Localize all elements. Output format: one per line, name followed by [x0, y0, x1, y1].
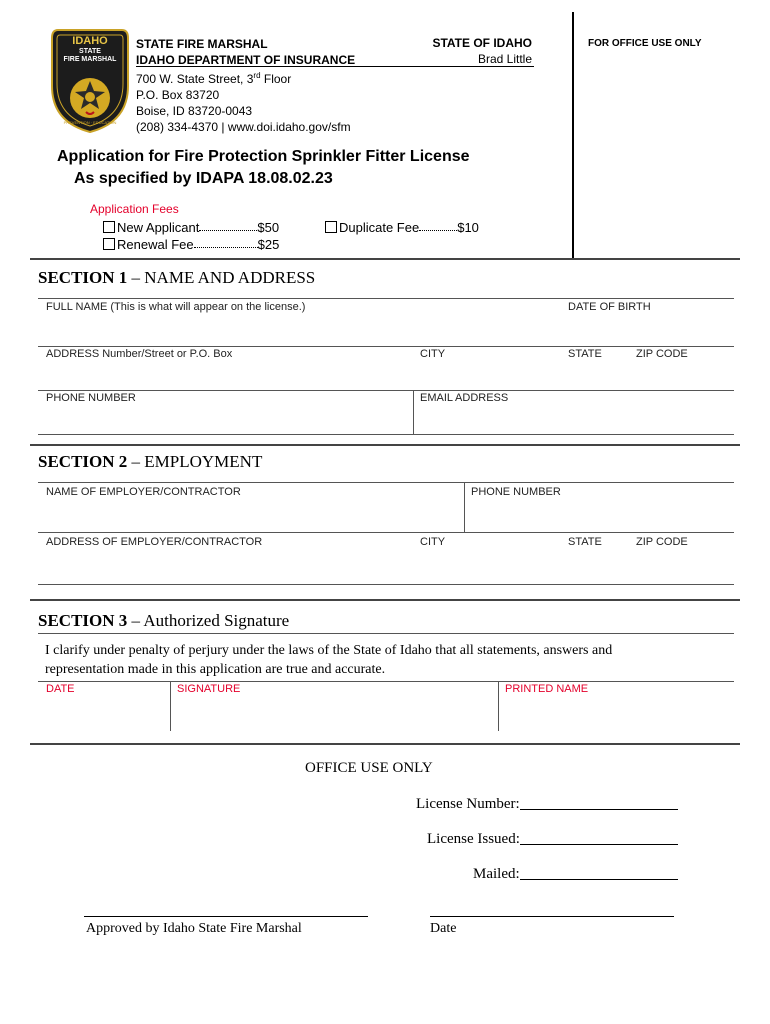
employer-city-label: CITY [420, 536, 446, 548]
signature-date-field[interactable] [40, 698, 166, 728]
section3-title-rule [38, 633, 734, 634]
section1-title: SECTION 1 – NAME AND ADDRESS [38, 268, 316, 287]
idaho-fire-marshal-logo [50, 26, 130, 134]
zip-code-field[interactable] [632, 362, 732, 388]
fee-new-applicant[interactable] [103, 220, 279, 235]
state-of-idaho: STATE OF IDAHO [432, 36, 532, 50]
new-applicant-label: New Applicant [117, 220, 200, 235]
section1-top-rule [30, 258, 740, 260]
signature-date-label: DATE [46, 683, 75, 695]
perjury-statement-line2: representation made in this application are true and accurate. [45, 662, 386, 677]
state-field[interactable] [564, 362, 632, 388]
signature-field[interactable] [174, 698, 494, 728]
full-name-field[interactable] [40, 316, 560, 344]
renewal-fee-checkbox[interactable] [103, 238, 115, 250]
city-field[interactable] [414, 362, 564, 388]
mailed-label: Mailed: [473, 866, 520, 882]
license-number-label: License Number: [416, 796, 520, 812]
approval-signature-line[interactable] [84, 916, 368, 917]
form-title: Application for Fire Protection Sprinkler Fitter License [57, 148, 470, 165]
logo-ring-text: PREVENTION · EDUCATION [63, 120, 117, 125]
date-of-birth-label: DATE OF BIRTH [568, 301, 651, 313]
employer-city-field[interactable] [414, 552, 564, 582]
employer-address-field[interactable] [40, 552, 410, 582]
approved-by-label: Approved by Idaho State Fire Marshal [86, 921, 302, 936]
department-name: IDAHO DEPARTMENT OF INSURANCE [136, 53, 356, 67]
license-issued-label: License Issued: [427, 831, 520, 847]
section3-top-rule [30, 599, 740, 601]
mailed-row [473, 866, 678, 883]
employer-state-field[interactable] [564, 552, 632, 582]
mailed-line[interactable] [520, 866, 678, 880]
phone-number-field[interactable] [40, 406, 410, 432]
header-rule [136, 66, 534, 67]
contact-info: (208) 334-4370 | www.doi.idaho.gov/sfm [136, 120, 351, 134]
phone-number-label: PHONE NUMBER [46, 392, 136, 404]
perjury-statement-line1: I clarify under penalty of perjury under the laws of the State of Idaho that all statements, answers and [45, 643, 613, 658]
license-number-line[interactable] [520, 796, 678, 810]
new-applicant-checkbox[interactable] [103, 221, 115, 233]
agency-block [136, 36, 355, 135]
renewal-fee-label: Renewal Fee [117, 237, 194, 252]
section2-title-rule [38, 482, 734, 483]
application-fees-heading: Application Fees [90, 202, 179, 216]
new-applicant-amount: $50 [257, 220, 280, 235]
approval-date-label: Date [430, 921, 457, 936]
duplicate-fee-label: Duplicate Fee [339, 220, 420, 235]
section3-title: SECTION 3 – Authorized Signature [38, 611, 290, 630]
license-number-row [416, 796, 678, 813]
po-box: P.O. Box 83720 [136, 88, 220, 102]
signature-label: SIGNATURE [177, 683, 241, 695]
date-of-birth-field[interactable] [562, 316, 732, 344]
email-address-label: EMAIL ADDRESS [420, 392, 509, 404]
office-use-heading: OFFICE USE ONLY [305, 760, 433, 776]
employer-phone-field[interactable] [467, 500, 732, 530]
full-name-label: FULL NAME (This is what will appear on the license.) [46, 301, 306, 313]
office-use-only-label: FOR OFFICE USE ONLY [588, 38, 702, 49]
street-address: 700 W. State Street, 3rd Floor [136, 71, 292, 86]
employer-phone-label: PHONE NUMBER [471, 486, 561, 498]
email-address-field[interactable] [416, 406, 732, 432]
renewal-fee-amount: $25 [257, 237, 280, 252]
office-use-divider [572, 12, 574, 258]
form-subtitle: As specified by IDAPA 18.08.02.23 [74, 170, 333, 187]
logo-text-idaho: IDAHO [72, 35, 108, 47]
city-state-zip: Boise, ID 83720-0043 [136, 104, 253, 118]
fee-duplicate[interactable] [325, 220, 479, 235]
section1-title-rule [38, 298, 734, 299]
approval-date-line[interactable] [430, 916, 674, 917]
license-issued-row [427, 831, 678, 848]
employer-zip-label: ZIP CODE [636, 536, 688, 548]
employer-name-field[interactable] [40, 500, 460, 530]
employer-address-label: ADDRESS OF EMPLOYER/CONTRACTOR [46, 536, 263, 548]
section2-title: SECTION 2 – EMPLOYMENT [38, 452, 263, 471]
license-issued-line[interactable] [520, 831, 678, 845]
logo-text-fire-marshal: FIRE MARSHAL [63, 56, 117, 63]
employer-name-label: NAME OF EMPLOYER/CONTRACTOR [46, 486, 241, 498]
agency-name: STATE FIRE MARSHAL [136, 37, 268, 51]
printed-name-label: PRINTED NAME [505, 683, 589, 695]
employer-zip-field[interactable] [632, 552, 732, 582]
section2-top-rule [30, 444, 740, 446]
state-label: STATE [568, 348, 602, 360]
duplicate-fee-checkbox[interactable] [325, 221, 337, 233]
fee-renewal[interactable] [103, 237, 279, 252]
zip-code-label: ZIP CODE [636, 348, 688, 360]
duplicate-fee-amount: $10 [457, 220, 479, 235]
city-label: CITY [420, 348, 446, 360]
logo-text-state: STATE [79, 48, 101, 55]
printed-name-field[interactable] [502, 698, 732, 728]
governor-name: Brad Little [477, 52, 532, 66]
address-field[interactable] [40, 362, 410, 388]
employer-state-label: STATE [568, 536, 602, 548]
address-label: ADDRESS Number/Street or P.O. Box [46, 348, 233, 360]
